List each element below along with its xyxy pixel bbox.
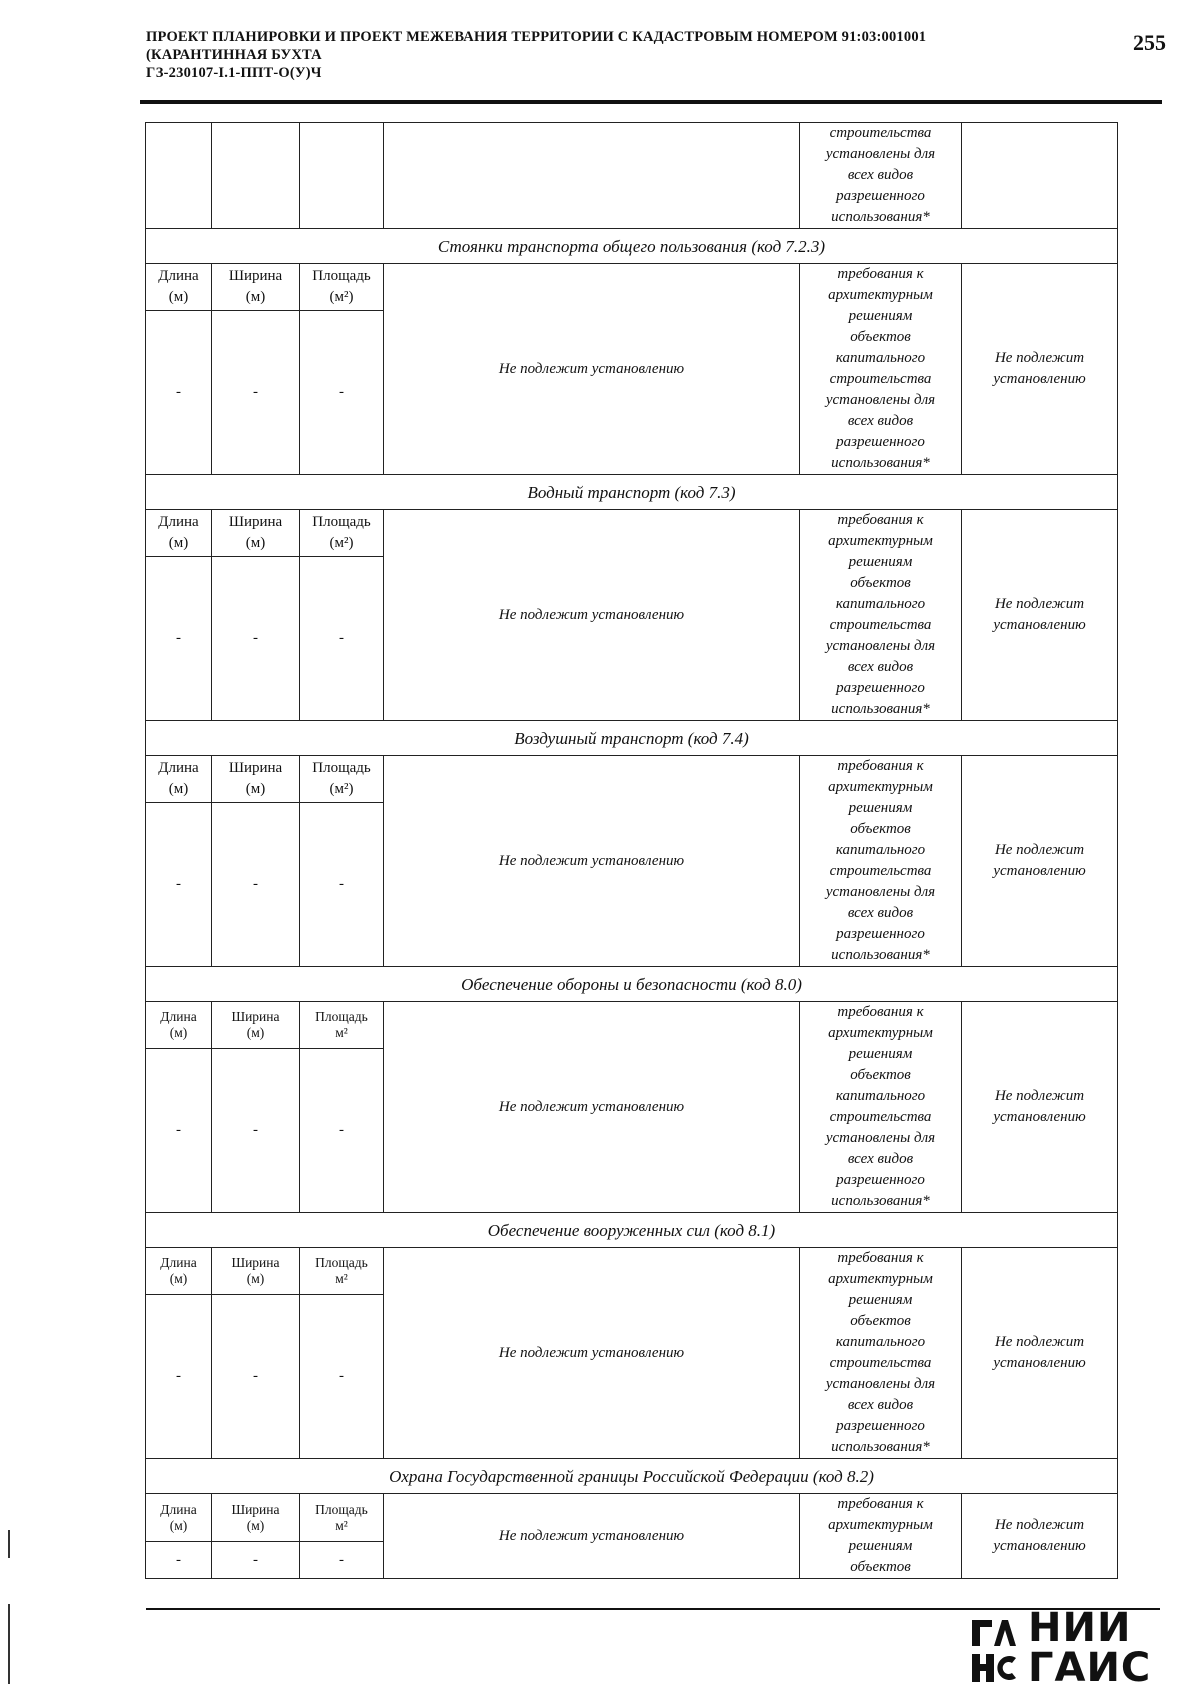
text-line: капитального [835, 596, 926, 612]
text-line: (м) [169, 1517, 188, 1533]
section-title: Стоянки транспорта общего пользования (код 7.2.3) [146, 229, 1118, 264]
text-line: решениям [848, 800, 913, 816]
right-value-cell [962, 264, 1118, 475]
width-value: - [212, 1048, 300, 1212]
not-established-cell: Не подлежит установлению [384, 510, 800, 721]
text-line: всех видов [847, 1151, 914, 1167]
footer-rule [146, 1608, 1160, 1610]
table-row [146, 1248, 1118, 1295]
text-line: установлению [993, 617, 1086, 633]
column-header-area [300, 510, 384, 557]
area-value: - [300, 1542, 384, 1579]
text-line: требования к [837, 758, 924, 774]
column-header-area [300, 1248, 384, 1295]
text-line: решениям [848, 1538, 913, 1554]
text-line: Ширина [228, 513, 283, 530]
text-line: м² [335, 1024, 348, 1040]
column-header-width [212, 1248, 300, 1295]
requirements-cell [800, 1248, 962, 1459]
text-line: объектов [850, 575, 911, 591]
table-cell [384, 123, 800, 229]
length-value: - [146, 1048, 212, 1212]
not-established-cell: Не подлежит установлению [384, 1248, 800, 1459]
section-header-row [146, 967, 1118, 1002]
column-header-area [300, 264, 384, 311]
length-value: - [146, 1542, 212, 1579]
not-established-cell: Не подлежит установлению [384, 1002, 800, 1213]
requirements-cell [800, 1494, 962, 1579]
length-value: - [146, 310, 212, 474]
column-header-width [212, 1494, 300, 1542]
right-value-cell [962, 1002, 1118, 1213]
column-header-width [212, 510, 300, 557]
text-line: Длина [158, 513, 199, 530]
text-line: строительства [829, 125, 932, 141]
requirements-cell [800, 756, 962, 967]
text-line: требования к [837, 266, 924, 282]
text-line: строительства [829, 617, 932, 633]
text-line: (м) [168, 288, 189, 305]
text-line: использования* [831, 947, 930, 963]
text-line: решениям [848, 1046, 913, 1062]
text-line: капитального [835, 842, 926, 858]
text-line: разрешенного [836, 1172, 925, 1188]
text-line: м² [335, 1517, 348, 1533]
text-line: архитектурным [828, 287, 933, 303]
text-line: установлены для [825, 392, 936, 408]
text-line: требования к [837, 1496, 924, 1512]
text-line: (м) [245, 534, 266, 551]
text-line: всех видов [847, 413, 914, 429]
column-header-width [212, 756, 300, 803]
not-established-cell: Не подлежит установлению [384, 756, 800, 967]
requirements-cell [800, 510, 962, 721]
not-established-cell: Не подлежит установлению [384, 1494, 800, 1579]
section-header-row [146, 1213, 1118, 1248]
nii-gais-logo [968, 1605, 1168, 1691]
text-line: (м) [246, 1024, 265, 1040]
table-row [146, 756, 1118, 803]
section-header-row [146, 229, 1118, 264]
text-line: (м) [246, 1517, 265, 1533]
header-doc-code: ГЗ-230107-I.1-ППТ-О(У)Ч [146, 65, 322, 81]
text-line: (м²) [329, 534, 354, 551]
text-line: установлены для [825, 884, 936, 900]
header-rule [140, 100, 1162, 104]
text-line: Площадь [312, 513, 371, 530]
table-cell [212, 123, 300, 229]
text-line: м² [335, 1270, 348, 1286]
section-header-row [146, 1459, 1118, 1494]
logo-text-nii: НИИ [1028, 1605, 1132, 1651]
text-line: всех видов [847, 1397, 914, 1413]
header-title-line2: (КАРАНТИННАЯ БУХТА [146, 47, 322, 63]
width-value: - [212, 802, 300, 966]
text-line: капитального [835, 350, 926, 366]
column-header-area [300, 1002, 384, 1049]
page-number: 255 [1133, 30, 1166, 55]
not-established-cell: Не подлежит установлению [384, 264, 800, 475]
text-line: Площадь [312, 267, 371, 284]
text-line: использования* [831, 701, 930, 717]
text-line: архитектурным [828, 779, 933, 795]
text-line: объектов [850, 329, 911, 345]
length-value: - [146, 556, 212, 720]
section-header-row [146, 475, 1118, 510]
text-line: строительства [829, 863, 932, 879]
width-value: - [212, 1294, 300, 1458]
text-line: (м) [168, 534, 189, 551]
text-line: установлению [993, 1538, 1086, 1554]
section-title: Обеспечение вооруженных сил (код 8.1) [146, 1213, 1118, 1248]
area-value: - [300, 802, 384, 966]
text-line: разрешенного [836, 188, 925, 204]
text-line: архитектурным [828, 1517, 933, 1533]
table-row [146, 1494, 1118, 1542]
right-value-cell [962, 1494, 1118, 1579]
text-line: установлению [993, 863, 1086, 879]
text-line: строительства [829, 1109, 932, 1125]
text-line: установлены для [825, 1130, 936, 1146]
text-line: разрешенного [836, 1418, 925, 1434]
text-line: использования* [831, 1439, 930, 1455]
column-header-width [212, 264, 300, 311]
text-line: Не подлежит [994, 1088, 1085, 1104]
table-row [146, 264, 1118, 311]
text-line: разрешенного [836, 680, 925, 696]
text-line: (м) [246, 1270, 265, 1286]
column-header-length [146, 1248, 212, 1295]
column-header-width [212, 1002, 300, 1049]
width-value: - [212, 556, 300, 720]
logo-text-gais: ГАИС [1028, 1645, 1152, 1691]
area-value: - [300, 1294, 384, 1458]
column-header-length [146, 264, 212, 311]
table-row [146, 123, 1118, 229]
width-value: - [212, 310, 300, 474]
text-line: строительства [829, 1355, 932, 1371]
text-line: архитектурным [828, 1271, 933, 1287]
text-line: разрешенного [836, 926, 925, 942]
text-line: Площадь [315, 1008, 368, 1024]
requirements-cell [800, 123, 962, 229]
text-line: использования* [831, 1193, 930, 1209]
text-line: установлению [993, 371, 1086, 387]
text-line: Ширина [231, 1254, 280, 1270]
text-line: Не подлежит [994, 1334, 1085, 1350]
area-value: - [300, 1048, 384, 1212]
text-line: объектов [850, 1559, 911, 1575]
column-header-length [146, 1002, 212, 1049]
text-line: Площадь [315, 1254, 368, 1270]
text-line: (м²) [329, 288, 354, 305]
text-line: (м) [245, 288, 266, 305]
text-line: использования* [831, 209, 930, 225]
text-line: Ширина [228, 267, 283, 284]
text-line: всех видов [847, 659, 914, 675]
section-header-row [146, 721, 1118, 756]
table-cell [146, 123, 212, 229]
text-line: установлению [993, 1109, 1086, 1125]
text-line: архитектурным [828, 1025, 933, 1041]
length-value: - [146, 802, 212, 966]
text-line: всех видов [847, 167, 914, 183]
text-line: Ширина [231, 1501, 280, 1517]
text-line: установлены для [825, 638, 936, 654]
table-row [146, 510, 1118, 557]
text-line: Длина [158, 759, 199, 776]
width-value: - [212, 1542, 300, 1579]
text-line: Длина [160, 1501, 197, 1517]
text-line: установлены для [825, 1376, 936, 1392]
column-header-length [146, 756, 212, 803]
text-line: решениям [848, 1292, 913, 1308]
regulations-table [145, 122, 1118, 1579]
text-line: Длина [158, 267, 199, 284]
text-line: Длина [160, 1254, 197, 1270]
text-line: Ширина [228, 759, 283, 776]
margin-mark [8, 1604, 10, 1684]
text-line: Не подлежит [994, 350, 1085, 366]
column-header-area [300, 756, 384, 803]
gais-monogram-icon [968, 1616, 1018, 1686]
text-line: использования* [831, 455, 930, 471]
text-line: архитектурным [828, 533, 933, 549]
right-value-cell [962, 756, 1118, 967]
text-line: Не подлежит [994, 842, 1085, 858]
column-header-area [300, 1494, 384, 1542]
length-value: - [146, 1294, 212, 1458]
section-title: Обеспечение обороны и безопасности (код 8.0) [146, 967, 1118, 1002]
text-line: Площадь [315, 1501, 368, 1517]
column-header-length [146, 1494, 212, 1542]
table-row [146, 1002, 1118, 1049]
header-title-line1: ПРОЕКТ ПЛАНИРОВКИ И ПРОЕКТ МЕЖЕВАНИЯ ТЕРРИТОРИИ С КАДАСТРОВЫМ НОМЕРОМ 91:03:001001 [146, 29, 927, 45]
text-line: Ширина [231, 1008, 280, 1024]
text-line: установлению [993, 1355, 1086, 1371]
area-value: - [300, 310, 384, 474]
text-line: требования к [837, 1250, 924, 1266]
section-title: Воздушный транспорт (код 7.4) [146, 721, 1118, 756]
area-value: - [300, 556, 384, 720]
text-line: капитального [835, 1088, 926, 1104]
right-value-cell [962, 510, 1118, 721]
margin-mark [8, 1530, 10, 1558]
text-line: требования к [837, 512, 924, 528]
table-cell [962, 123, 1118, 229]
text-line: решениям [848, 554, 913, 570]
text-line: всех видов [847, 905, 914, 921]
text-line: Не подлежит [994, 1517, 1085, 1533]
text-line: объектов [850, 821, 911, 837]
text-line: (м²) [329, 780, 354, 797]
section-title: Охрана Государственной границы Российской Федерации (код 8.2) [146, 1459, 1118, 1494]
text-line: Площадь [312, 759, 371, 776]
text-line: решениям [848, 308, 913, 324]
document-header [146, 28, 1066, 82]
column-header-length [146, 510, 212, 557]
text-line: капитального [835, 1334, 926, 1350]
text-line: строительства [829, 371, 932, 387]
text-line: объектов [850, 1313, 911, 1329]
text-line: (м) [169, 1024, 188, 1040]
text-line: объектов [850, 1067, 911, 1083]
table-cell [300, 123, 384, 229]
text-line: разрешенного [836, 434, 925, 450]
text-line: требования к [837, 1004, 924, 1020]
text-line: (м) [169, 1270, 188, 1286]
right-value-cell [962, 1248, 1118, 1459]
text-line: (м) [168, 780, 189, 797]
text-line: Не подлежит [994, 596, 1085, 612]
text-line: Длина [160, 1008, 197, 1024]
requirements-cell [800, 1002, 962, 1213]
text-line: (м) [245, 780, 266, 797]
section-title: Водный транспорт (код 7.3) [146, 475, 1118, 510]
requirements-cell [800, 264, 962, 475]
text-line: установлены для [825, 146, 936, 162]
